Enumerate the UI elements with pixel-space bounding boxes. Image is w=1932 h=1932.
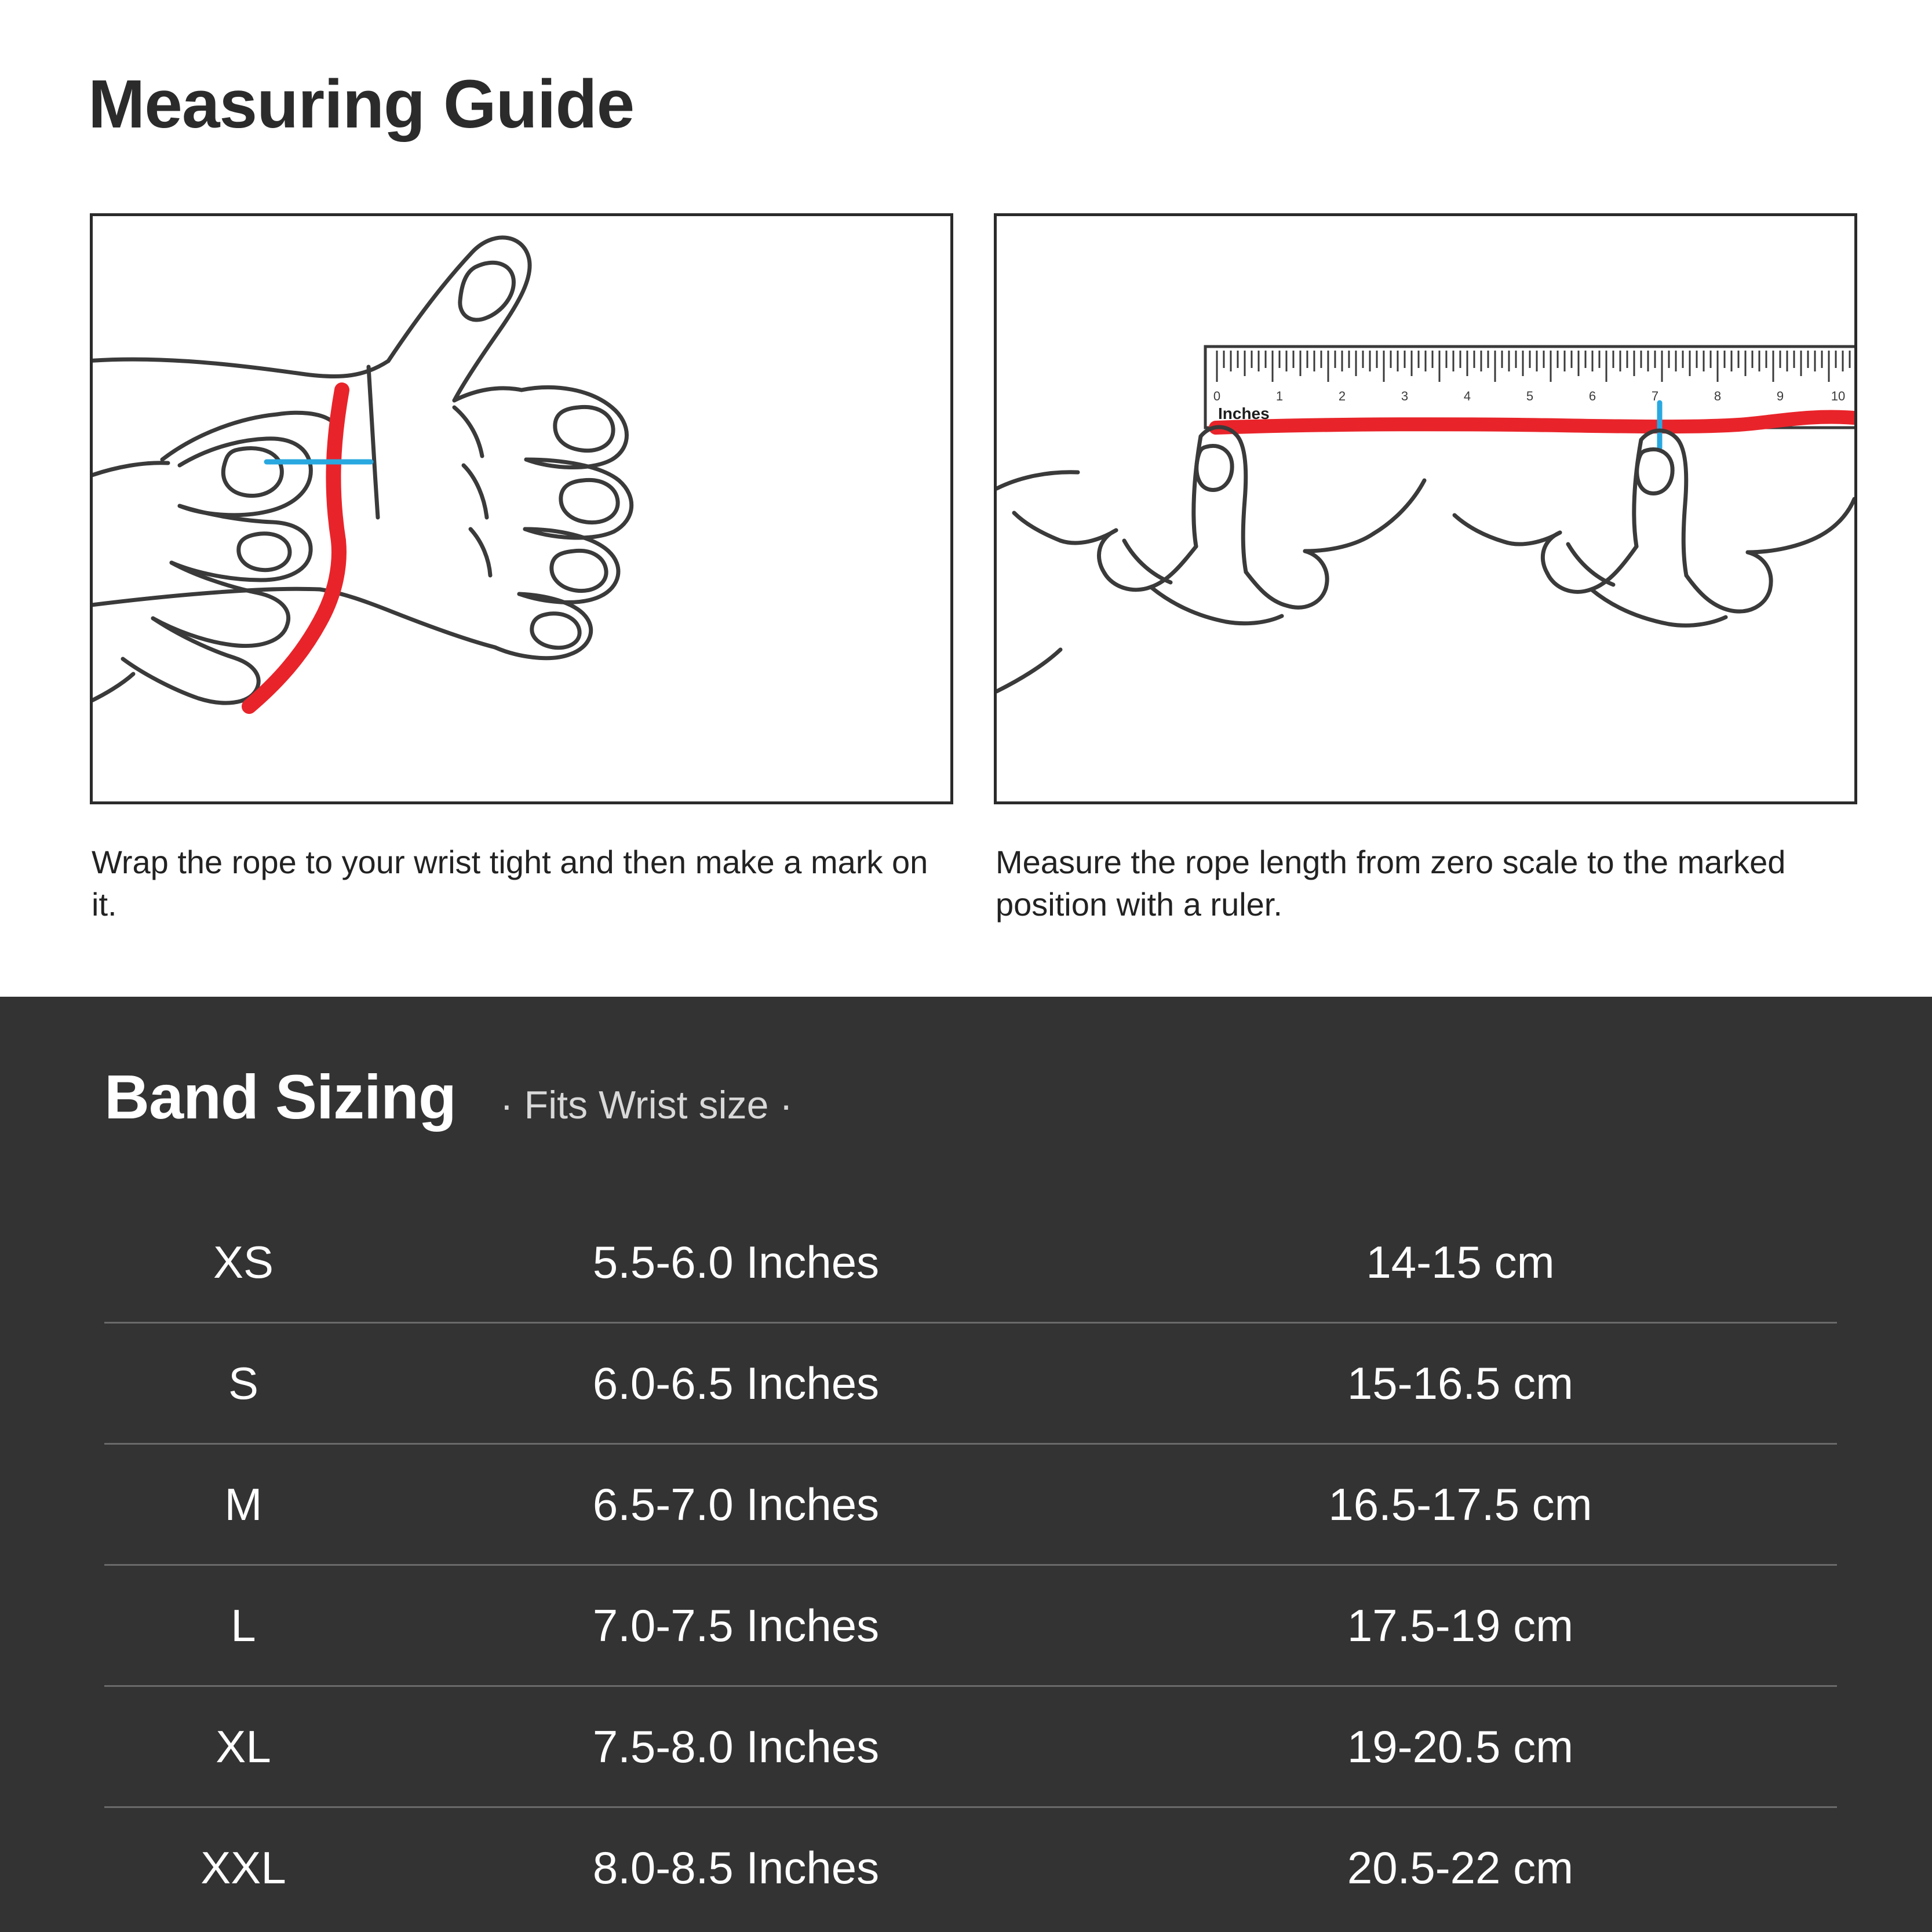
cell-inches: 8.0-8.5 Inches <box>592 1842 880 1893</box>
cell-cm: 16.5-17.5 cm <box>1328 1478 1592 1530</box>
ruler-graphic <box>1205 347 1854 428</box>
page-title: Measuring Guide <box>88 66 635 143</box>
cell-inches: 7.0-7.5 Inches <box>592 1599 880 1651</box>
illustration-panel-measure-ruler <box>994 213 1857 804</box>
rope-path <box>1216 417 1854 428</box>
cell-cm: 17.5-19 cm <box>1347 1599 1574 1651</box>
cell-inches: 6.5-7.0 Inches <box>592 1478 880 1530</box>
cell-cm: 14-15 cm <box>1366 1236 1555 1288</box>
cell-inches: 5.5-6.0 Inches <box>592 1236 880 1288</box>
svg-text:5: 5 <box>1526 389 1534 403</box>
cell-size: XS <box>213 1236 274 1288</box>
step-caption-1: Wrap the rope to your wrist tight and then make a mark on it. <box>92 844 928 923</box>
size-table <box>104 1202 1837 1927</box>
cell-size: M <box>224 1478 263 1530</box>
table-row <box>104 1687 1837 1808</box>
svg-text:0: 0 <box>1213 389 1221 403</box>
table-row <box>104 1445 1837 1566</box>
svg-text:10: 10 <box>1831 389 1846 403</box>
cell-size: XXL <box>201 1842 286 1893</box>
svg-text:4: 4 <box>1463 389 1471 403</box>
svg-text:6: 6 <box>1588 389 1596 403</box>
cell-size: XL <box>216 1720 271 1772</box>
band-sizing-header <box>104 1060 793 1133</box>
svg-text:3: 3 <box>1401 389 1409 403</box>
table-row <box>104 1324 1837 1445</box>
svg-text:2: 2 <box>1338 389 1346 403</box>
illustration-panel-wrap-rope <box>90 213 953 804</box>
cell-inches: 6.0-6.5 Inches <box>592 1357 880 1409</box>
cell-size: L <box>231 1599 256 1651</box>
cell-cm: 20.5-22 cm <box>1347 1842 1574 1893</box>
table-row <box>104 1808 1837 1927</box>
svg-text:1: 1 <box>1275 389 1284 403</box>
cell-inches: 7.5-8.0 Inches <box>592 1720 880 1772</box>
table-row <box>104 1202 1837 1324</box>
hand-with-rope-illustration <box>93 216 950 801</box>
cell-cm: 15-16.5 cm <box>1347 1357 1574 1409</box>
svg-text:9: 9 <box>1776 389 1784 403</box>
band-sizing-section <box>0 997 1932 1932</box>
step-caption-2: Measure the rope length from zero scale to the marked position with a ruler. <box>996 844 1786 923</box>
cell-cm: 19-20.5 cm <box>1347 1720 1574 1772</box>
svg-text:7: 7 <box>1651 389 1659 403</box>
svg-text:8: 8 <box>1714 389 1722 403</box>
ruler-measuring-rope-illustration <box>997 216 1854 801</box>
ruler-unit-label: Inches <box>1218 404 1270 422</box>
band-sizing-title: Band Sizing <box>104 1062 456 1132</box>
table-row <box>104 1566 1837 1687</box>
band-sizing-subtitle: · Fits Wrist size · <box>500 1083 793 1127</box>
cell-size: S <box>228 1357 259 1409</box>
